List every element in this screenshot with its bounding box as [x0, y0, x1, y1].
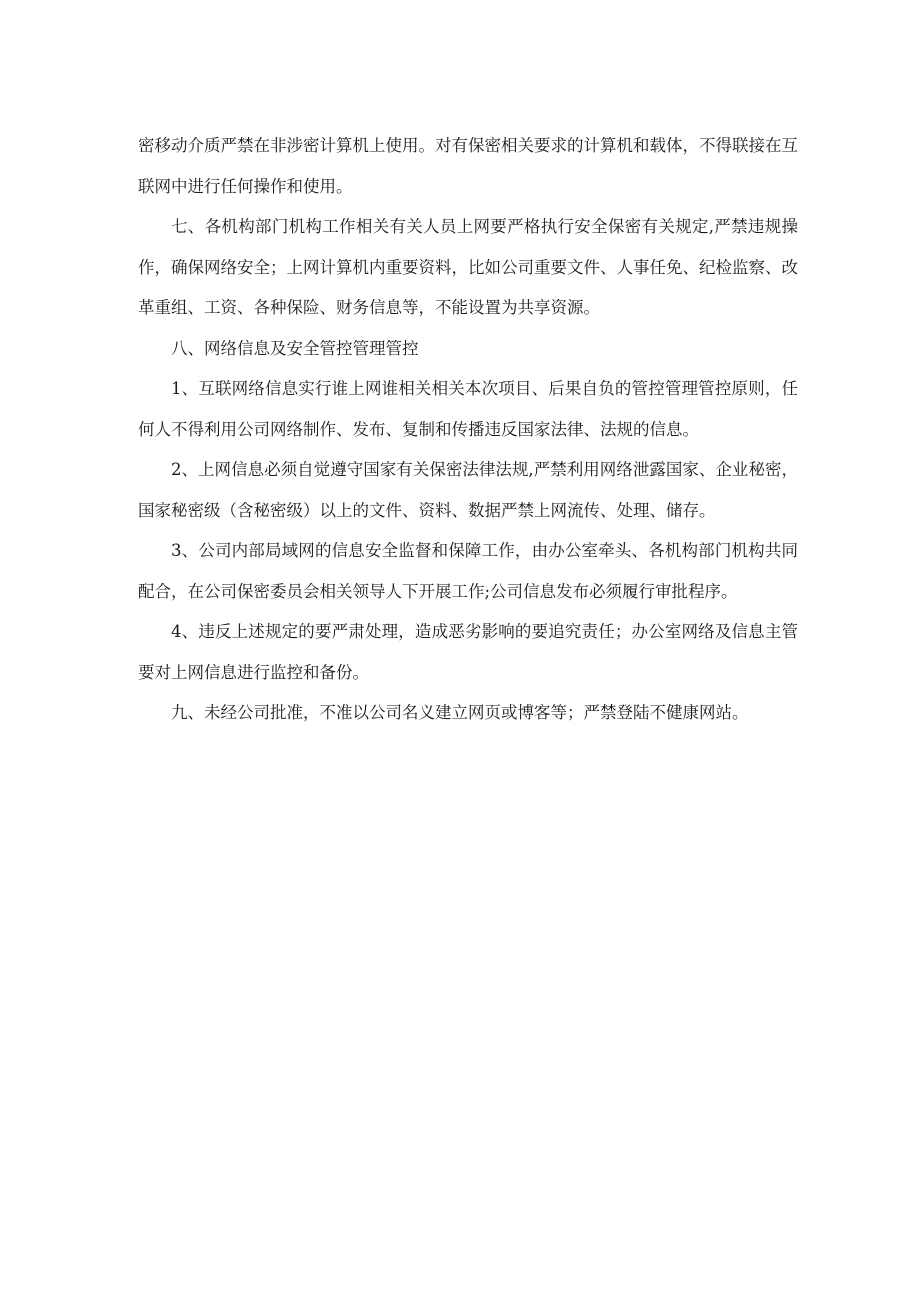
- paragraph-item-8-3: 3、公司内部局域网的信息安全监督和保障工作，由办公室牵头、各机构部门机构共同配合，在公司保密委员会相关领导人下开展工作;公司信息发布必须履行审批程序。: [138, 541, 798, 601]
- paragraph-item-8-2: 2、上网信息必须自觉遵守国家有关保密法律法规,严禁利用网络泄露国家、企业秘密，国家秘密级（含秘密级）以上的文件、资料、数据严禁上网流传、处理、储存。: [138, 460, 798, 520]
- paragraph-item-8-1: 1、互联网络信息实行谁上网谁相关相关本次项目、后果自负的管控管理管控原则，任何人不得利用公司网络制作、发布、复制和传播违反国家法律、法规的信息。: [138, 379, 798, 439]
- paragraph-item-8-4: 4、违反上述规定的要严肃处理，造成恶劣影响的要追究责任；办公室网络及信息主管要对上网信息进行监控和备份。: [138, 622, 798, 682]
- section-8-heading: 八、网络信息及安全管控管理管控: [171, 338, 419, 358]
- paragraph-continuation: 密移动介质严禁在非涉密计算机上使用。对有保密相关要求的计算机和载体，不得联接在互联网中进行任何操作和使用。: [138, 136, 798, 196]
- document-body: [138, 126, 798, 734]
- paragraph-section-7: 七、各机构部门机构工作相关有关人员上网要严格执行安全保密有关规定,严禁违规操作，确保网络安全；上网计算机内重要资料，比如公司重要文件、人事任免、纪检监察、改革重组、工资、各种保险、财务信息等，不能设置为共享资源。: [138, 217, 798, 317]
- paragraph-section-9: 九、未经公司批准，不准以公司名义建立网页或博客等；严禁登陆不健康网站。: [171, 703, 749, 722]
